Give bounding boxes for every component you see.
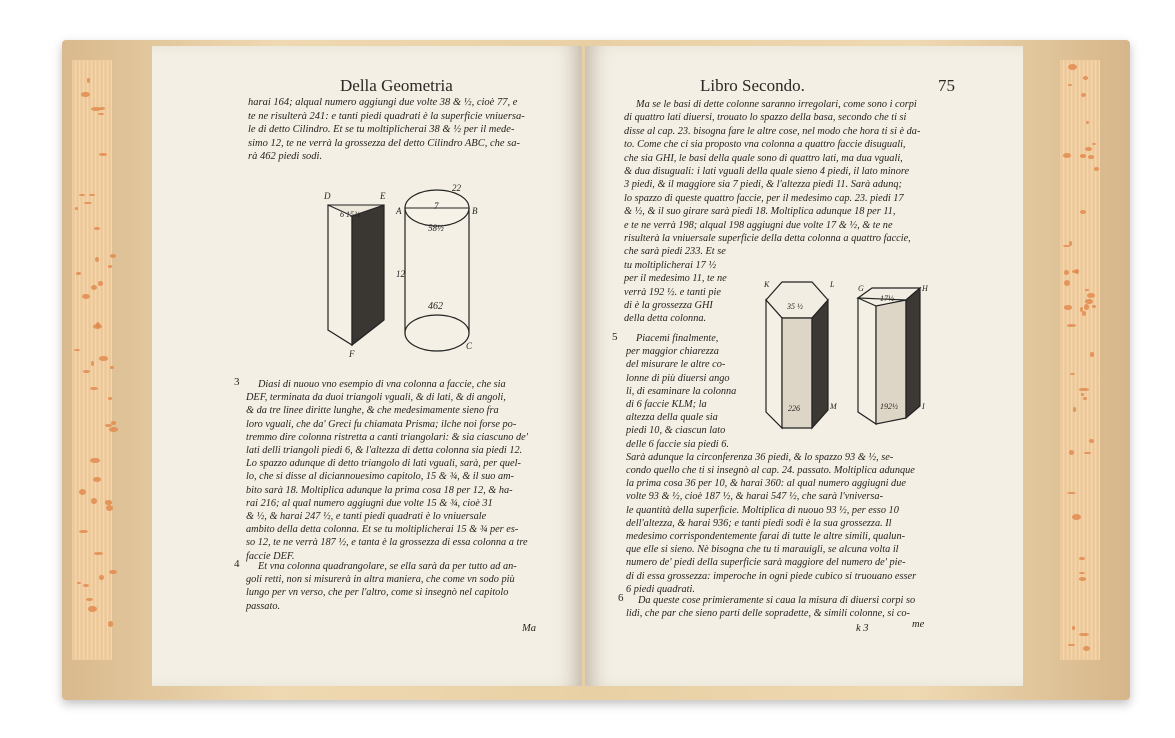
text-line: di è la grossezza GHI — [624, 300, 713, 311]
text-line: faccie DEF. — [246, 550, 295, 562]
text-line: Sarà adunque la circonferenza 36 piedi, & lo spazzo 93 & ½, se- — [626, 451, 894, 463]
text-line: bito sarà 18. Moltiplica adunque la prima cosa 18 per 12, & ha- — [246, 484, 513, 496]
fig-label-12: 12 — [396, 269, 405, 279]
fig-label-G: G — [858, 284, 864, 293]
text-line: per il medesimo 11, te ne — [624, 273, 727, 285]
text-line: medesimo corrispondentemente farai di tutte le altre simili, qualun- — [626, 531, 906, 542]
fig-label-F: F — [349, 349, 355, 359]
hex-face-right — [812, 300, 828, 428]
fig-label-D: D — [324, 191, 331, 201]
left-catchword: Ma — [522, 623, 536, 634]
marginal-number-3: 3 — [234, 376, 240, 388]
text-line: li, di esaminare la colonna — [626, 385, 737, 397]
text-line: rai 216; al qual numero aggiugni due volte 15 & ¾, cioè 31 — [246, 497, 493, 509]
text-line: del misurare le altre co- — [626, 359, 726, 371]
text-line: per maggior chiarezza — [626, 346, 719, 358]
marginal-number-5: 5 — [612, 331, 618, 343]
text-line: goli retti, non si misurerà in altra maniera, che come vn sodo più — [246, 574, 515, 586]
text-line: verrà 192 ½. e tanti pie — [624, 286, 721, 298]
text-line: della detta colonna. — [624, 313, 707, 325]
text-line: & ½, & il suo girare sarà piedi 18. Moltiplica adunque 18 per 11, — [624, 206, 896, 218]
marginal-number-6: 6 — [618, 592, 624, 604]
text-line: Et vna colonna quadrangolare, se ella sarà da per tutto ad an- — [258, 561, 517, 572]
folio-number: 75 — [938, 76, 955, 95]
fig-label-C: C — [466, 341, 473, 351]
fig-label-462: 462 — [428, 301, 443, 312]
right-header: Libro Secondo. — [700, 76, 805, 95]
text-line: tremmo dire colonna ristretta a canti triangolari: & sia ciascuno de' — [246, 431, 528, 443]
text-line: la prima cosa 36 per 10, & harai 360: al qual numero aggiugni due — [626, 478, 906, 490]
text-line: e te ne verrà 198; alqual 198 aggiugni due volte 17 & ½, & te ne — [624, 219, 893, 231]
fig-label-L: L — [830, 280, 835, 289]
text-line: harai 164; alqual numero aggiungi due volte 38 & ½, cioè 77, e — [248, 97, 518, 108]
text-line: simo 12, te ne verrà la grossezza del detto Cilindro ABC, che sa- — [248, 137, 521, 149]
fig-label-7: 7 — [434, 201, 439, 211]
text-line: volte 93 & ½, cioè 187 ½, & harai 547 ½, che sarà l'vniversa- — [626, 491, 884, 503]
text-line: risulterà la vniuersale superficie della detta colonna a quattro faccie, — [624, 233, 911, 244]
text-line: le quantità della superficie. Moltiplica di nuouo 93 ½, per esso 10 — [626, 504, 899, 516]
text-line: lonne di più diuersi ango — [626, 372, 730, 384]
fig-label-22: 22 — [452, 183, 461, 193]
text-line: numero de' piedi della superficie sarà maggiore del numero de' pie- — [626, 557, 906, 569]
text-line: Lo spazzo adunque di detto triangolo di lati vguali, sarà, per quel- — [246, 458, 521, 470]
text-line: condo quello che ti si insegnò al cap. 24. passato. Moltiplica adunque — [626, 465, 915, 476]
text-line: Diasi di nuouo vno esempio di vna colonna a faccie, che sia — [258, 379, 506, 390]
fig-label-17: 17½ — [880, 294, 894, 303]
text-line: che sia GHI, le basi della quale sono di quattro lati, ma dua vguali, — [624, 152, 903, 164]
fig-label-M: M — [830, 402, 837, 411]
text-line: disse al cap. 23. bisogna fare le altre cose, nel modo che hora ti si è da- — [624, 125, 921, 137]
text-line: di quattro lati diuersi, trouato lo spazzo della basa, secondo che ti si — [624, 112, 907, 124]
text-line: le di detto Cilindro. Et se tu moltiplicherai 38 & ½ per il mede- — [248, 124, 515, 135]
text-line: te ne risulterà 241: e tanti piedi quadrati è la superficie vniuersa- — [248, 110, 525, 122]
text-line: dell'altezza, & harai 936; e tanti piedi sodi è la sua grossezza. Il — [626, 517, 892, 529]
text-line: di di essa grossezza: imperoche in ogni piede cubico si truouano esser — [626, 570, 917, 582]
fig-label-A: A — [396, 206, 402, 216]
hex-face-left — [766, 300, 782, 428]
text-line: lati delli triangoli piedi 6, & l'altezza di detta colonna sia piedi 12. — [246, 445, 523, 456]
text-line: Da queste cose primieramente si caua la misura di diuersi corpi so — [638, 595, 916, 606]
text-line: passato. — [246, 600, 281, 612]
fig-label-I: I — [922, 402, 925, 411]
text-line: que elle si sieno. Nè bisogna che tu ti marauigli, se alcuna volta il — [626, 544, 899, 556]
text-line: Piacemi finalmente, — [636, 333, 719, 344]
text-line: ambito della detta colonna. Et se tu moltiplicherai 15 & ¾ per es- — [246, 524, 519, 536]
fig-label-226: 226 — [788, 404, 800, 413]
text-line: DEF, terminata da duoi triangoli vguali, & di lati, & di angoli, — [246, 392, 506, 404]
text-line: lo, che si disse al diciannouesimo capitolo, 15 & ¾, & il suo am- — [246, 471, 514, 483]
text-line: so 12, te ne verrà 187 ½, e tanta è la grossezza di essa colonna a tre — [246, 537, 528, 549]
fig-label-192: 192½ — [880, 402, 898, 411]
fig-label-58: 58½ — [428, 223, 444, 233]
text-line: lungo per vn verso, che per l'altro, come si insegnò nel capitolo — [246, 587, 509, 599]
text-line: loro vguali, che da' Greci fu chiamata Prisma; ilche noi forse po- — [246, 418, 517, 430]
signature-mark: k 3 — [856, 623, 869, 634]
text-line: to. Come che ci sia proposto vna colonna a quattro faccie disuguali, — [624, 139, 906, 151]
text-line: che sarà piedi 233. Et se — [624, 246, 726, 258]
quad-face-left — [858, 298, 876, 424]
text-line: lo spazzo di queste quattro faccie, per il medesimo cap. 23. piedi 17 — [624, 192, 904, 204]
marginal-number-4: 4 — [234, 558, 240, 570]
text-line: 6 piedi quadrati. — [626, 583, 695, 595]
text-line: di 6 faccie KLM; la — [626, 399, 707, 410]
fig-label-35: 35 ½ — [787, 302, 803, 311]
fig-label-B: B — [472, 206, 478, 216]
text-line: piedi 10, & ciascun lato — [626, 425, 726, 437]
text-line: delle 6 faccie sia piedi 6. — [626, 438, 729, 450]
fig-label-E: E — [380, 191, 386, 201]
text-line: altezza della quale sia — [626, 412, 718, 424]
fig-label-H: H — [922, 284, 928, 293]
text-line: rà 462 piedi sodi. — [248, 151, 323, 162]
fig-label-K: K — [764, 280, 770, 289]
text-line: lidi, che par che sieno parti delle sopradette, & simili colonne, si co- — [626, 608, 910, 620]
text-line: & ½, & harai 247 ½, e tanti piedi quadrati è lo vniuersale — [246, 511, 487, 522]
text-line: & dua disuguali: i lati vguali della quale sieno 4 piedi, il lato minore — [624, 166, 910, 177]
text-line: & da tre linee diritte lunghe, & che medesimamente sieno fra — [246, 405, 499, 417]
left-header: Della Geometria — [340, 76, 453, 95]
right-catchword: me — [912, 619, 925, 630]
text-line: Ma se le basi di dette colonne saranno irregolari, come sono i corpi — [636, 99, 917, 110]
quad-face-right — [906, 288, 920, 418]
fig-label-6-15: 6 15¾ — [340, 210, 360, 219]
text-line: tu moltiplicherai 17 ½ — [624, 259, 717, 271]
text-line: 3 piedi, & il maggiore sia 7 piedi, & l'altezza piedi 11. Sarà adunq; — [624, 179, 902, 191]
